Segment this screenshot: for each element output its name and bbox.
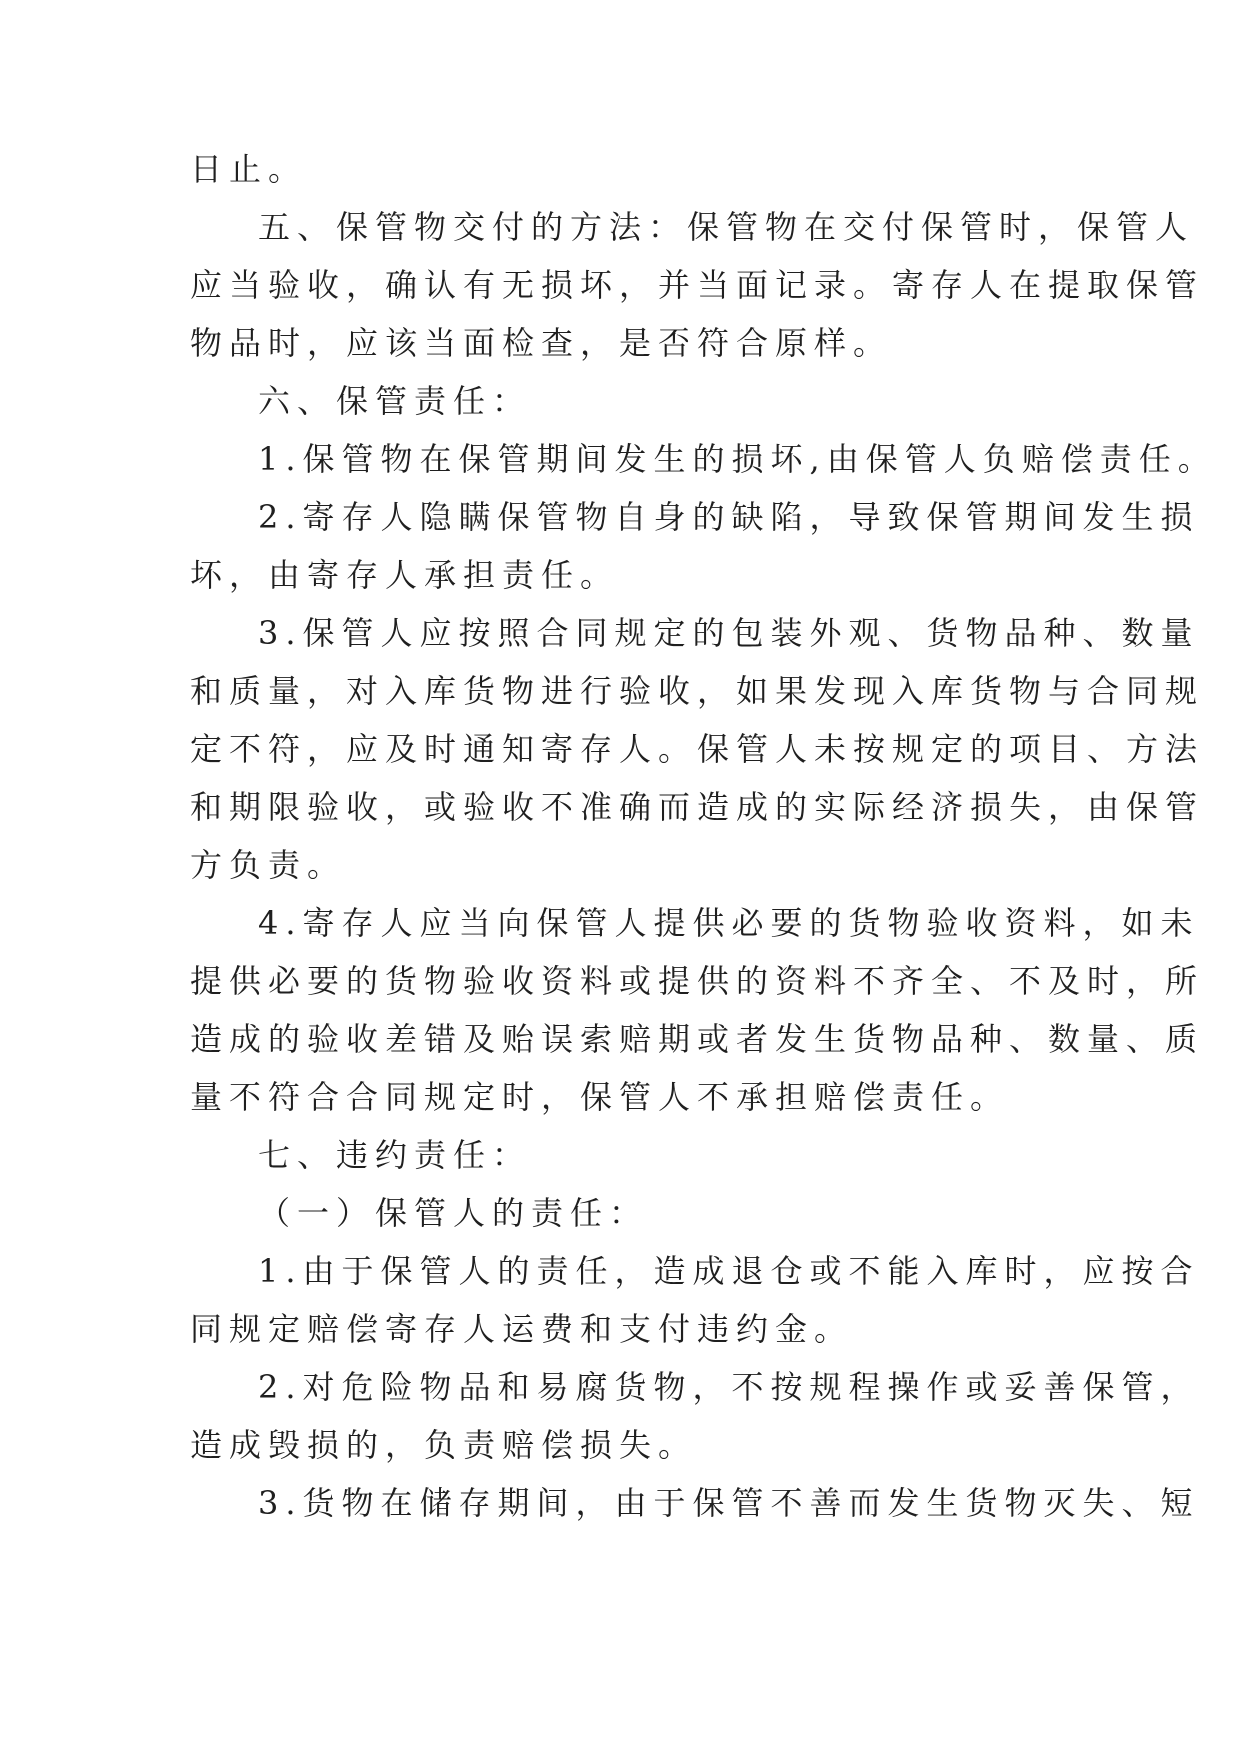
- text-line: 3.货物在储存期间，由于保管不善而发生货物灭失、短: [258, 1484, 1200, 1522]
- text-line: 定不符，应及时通知寄存人。保管人未按规定的项目、方法: [190, 730, 1205, 768]
- text-line: 提供必要的货物验收资料或提供的资料不齐全、不及时，所: [190, 962, 1205, 1000]
- text-line: 方负责。: [190, 846, 347, 884]
- text-line: 造成的验收差错及贻误索赔期或者发生货物品种、数量、质: [190, 1020, 1205, 1058]
- text-line: 物品时，应该当面检查，是否符合原样。: [190, 324, 893, 362]
- text-line: （一）保管人的责任：: [258, 1194, 649, 1232]
- text-line: 应当验收，确认有无损坏，并当面记录。寄存人在提取保管: [190, 266, 1205, 304]
- text-line: 和期限验收，或验收不准确而造成的实际经济损失，由保管: [190, 788, 1205, 826]
- text-line: 六、保管责任：: [258, 382, 532, 420]
- text-line: 3.保管人应按照合同规定的包装外观、货物品种、数量: [258, 614, 1200, 652]
- text-line: 量不符合合同规定时，保管人不承担赔偿责任。: [190, 1078, 1010, 1116]
- text-line: 同规定赔偿寄存人运费和支付违约金。: [190, 1310, 854, 1348]
- text-line: 2.寄存人隐瞒保管物自身的缺陷，导致保管期间发生损: [258, 498, 1200, 536]
- text-line: 日止。: [190, 150, 308, 188]
- text-line: 1.保管物在保管期间发生的损坏,由保管人负赔偿责任。: [258, 440, 1217, 478]
- text-line: 造成毁损的，负责赔偿损失。: [190, 1426, 698, 1464]
- text-line: 坏，由寄存人承担责任。: [190, 556, 620, 594]
- text-line: 七、违约责任：: [258, 1136, 532, 1174]
- text-line: 五、保管物交付的方法：保管物在交付保管时，保管人: [258, 208, 1195, 246]
- text-line: 和质量，对入库货物进行验收，如果发现入库货物与合同规: [190, 672, 1205, 710]
- text-line: 2.对危险物品和易腐货物，不按规程操作或妥善保管，: [258, 1368, 1200, 1406]
- text-line: 4.寄存人应当向保管人提供必要的货物验收资料，如未: [258, 904, 1200, 942]
- text-line: 1.由于保管人的责任，造成退仓或不能入库时，应按合: [258, 1252, 1200, 1290]
